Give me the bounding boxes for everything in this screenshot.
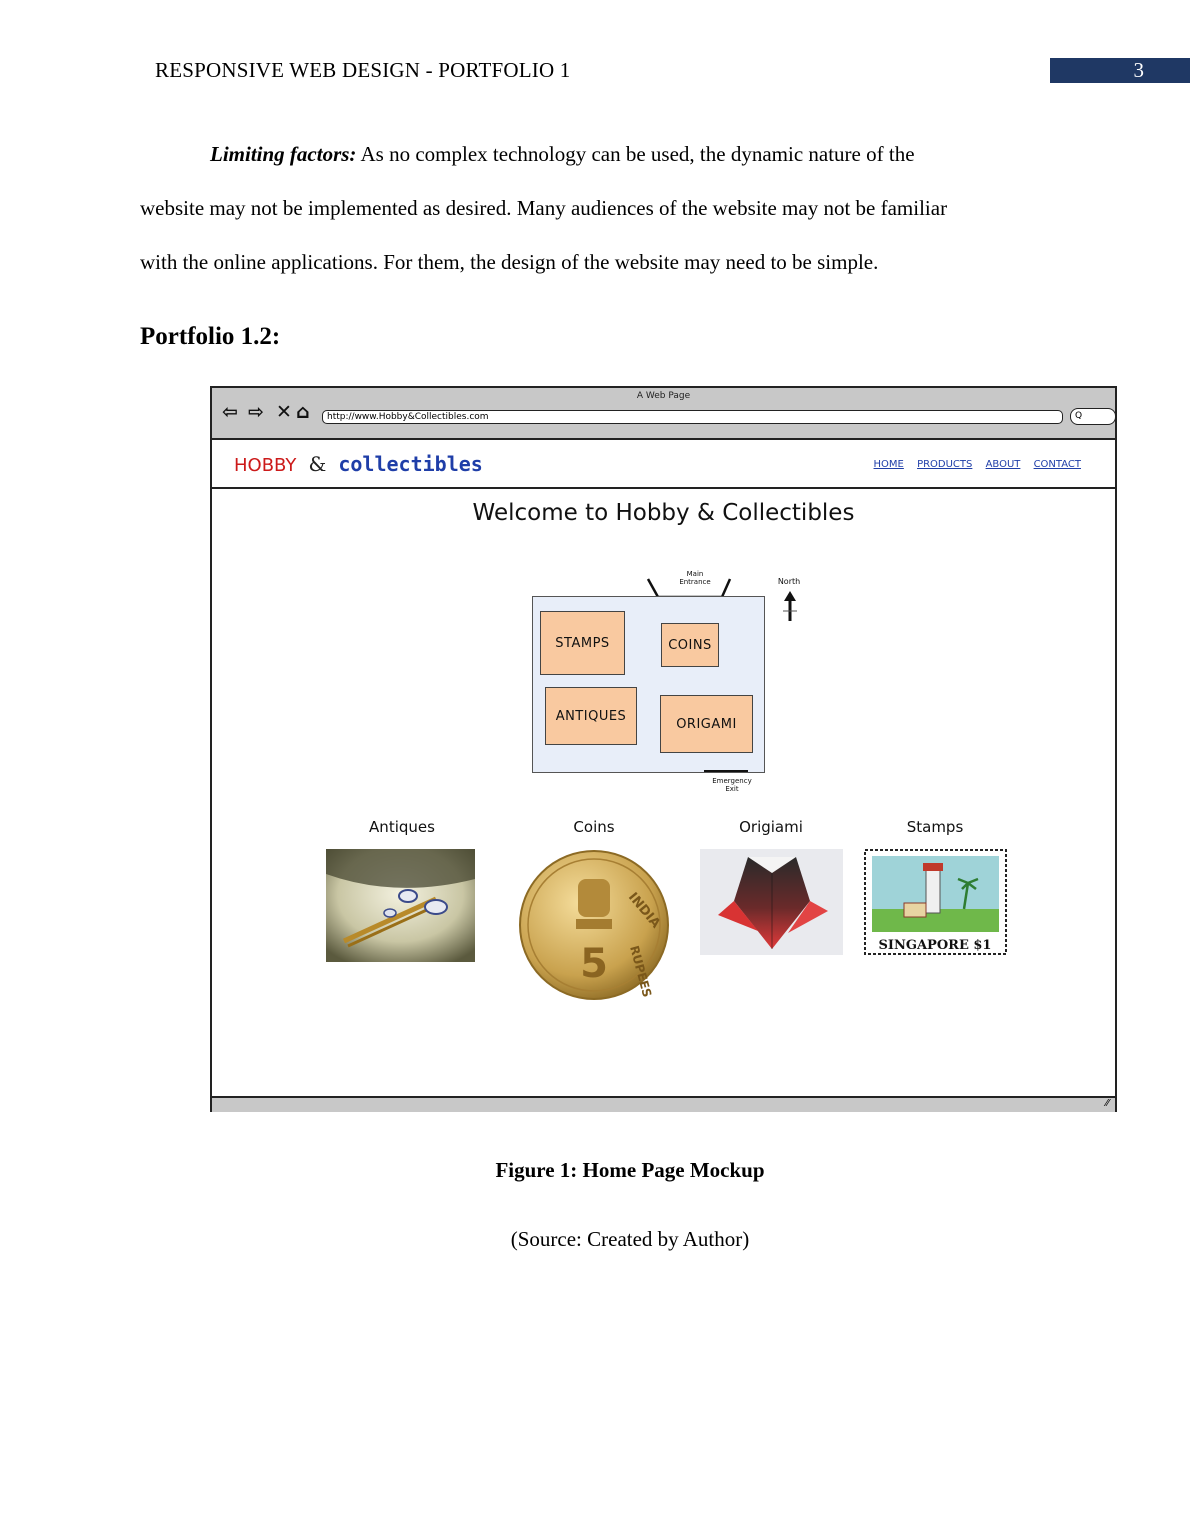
browser-toolbar — [212, 388, 1115, 440]
coin-value: 5 — [580, 941, 608, 987]
browser-window-title: A Web Page — [636, 391, 691, 401]
booth-stamps[interactable]: STAMPS — [540, 611, 625, 675]
forward-icon[interactable]: ⇨ — [248, 401, 264, 423]
limiting-factors-lead: Limiting factors: — [210, 142, 357, 166]
nav-contact-link[interactable]: CONTACT — [1033, 459, 1081, 470]
page-number-badge — [1050, 58, 1190, 83]
coin-country: INDIA — [624, 889, 664, 932]
paragraph-text-1: As no complex technology can be used, the dynamic nature of the — [360, 142, 915, 166]
stamp-text: SINGAPORE $1 — [878, 938, 992, 953]
category-label-antiques: Antiques — [369, 818, 435, 836]
paragraph-line-2: website may not be implemented as desired. Many audiences of the website may not be familiar — [140, 196, 948, 220]
nav-products-link[interactable]: PRODUCTS — [917, 459, 973, 470]
nav-home-link[interactable]: HOME — [873, 459, 904, 470]
booth-coins[interactable]: COINS — [661, 623, 719, 667]
site-header — [212, 440, 1115, 489]
stamp-image[interactable] — [864, 849, 1007, 955]
category-label-stamps: Stamps — [906, 818, 964, 836]
search-icon[interactable]: Q — [1070, 408, 1116, 425]
origami-image[interactable] — [700, 849, 843, 955]
page-number: 3 — [1133, 58, 1144, 82]
resize-grip-icon[interactable]: ⁄⁄ — [1105, 1098, 1109, 1109]
section-heading: Portfolio 1.2: — [140, 323, 281, 350]
browser-status-bar — [212, 1096, 1115, 1112]
north-arrow-icon — [780, 589, 800, 625]
emergency-line2: Exit — [725, 785, 739, 793]
coin-image[interactable] — [518, 849, 670, 1001]
paragraph-line-1 — [140, 127, 1049, 181]
category-label-origami: Origiami — [739, 818, 803, 836]
logo-hobby: HOBBY — [234, 455, 297, 476]
emergency-exit-label — [707, 777, 757, 793]
category-label-coins: Coins — [573, 818, 615, 836]
site-nav — [864, 459, 1081, 470]
main-entrance-label — [670, 570, 720, 586]
logo-amp: & — [308, 452, 327, 476]
coin-unit: RUPEES — [627, 944, 655, 999]
main-entrance-line1: Main — [686, 570, 704, 578]
site-logo[interactable] — [234, 452, 483, 476]
main-entrance-line2: Entrance — [679, 578, 711, 586]
booth-antiques[interactable]: ANTIQUES — [545, 687, 637, 745]
figure-caption: Figure 1: Home Page Mockup — [495, 1158, 765, 1182]
booth-origami[interactable]: ORIGAMI — [660, 695, 753, 753]
paragraph-line-3: with the online applications. For them, the design of the website may need to be simple. — [140, 250, 879, 274]
url-bar[interactable]: http://www.Hobby&Collectibles.com — [322, 410, 1063, 424]
close-icon[interactable]: ✕ — [276, 401, 292, 423]
emergency-line1: Emergency — [712, 777, 752, 785]
nav-about-link[interactable]: ABOUT — [985, 459, 1021, 470]
figure-source: (Source: Created by Author) — [510, 1227, 750, 1251]
welcome-heading: Welcome to Hobby & Collectibles — [472, 500, 855, 526]
emergency-exit-icon — [702, 768, 752, 774]
antiques-image[interactable] — [326, 849, 475, 962]
running-header-title: RESPONSIVE WEB DESIGN - PORTFOLIO 1 — [155, 58, 571, 82]
browser-mockup — [210, 386, 1117, 1112]
home-icon[interactable]: ⌂ — [296, 401, 310, 423]
back-icon[interactable]: ⇦ — [222, 401, 238, 423]
logo-collectibles: collectibles — [338, 452, 483, 476]
north-label: North — [777, 577, 801, 586]
floor-plan — [532, 596, 765, 773]
